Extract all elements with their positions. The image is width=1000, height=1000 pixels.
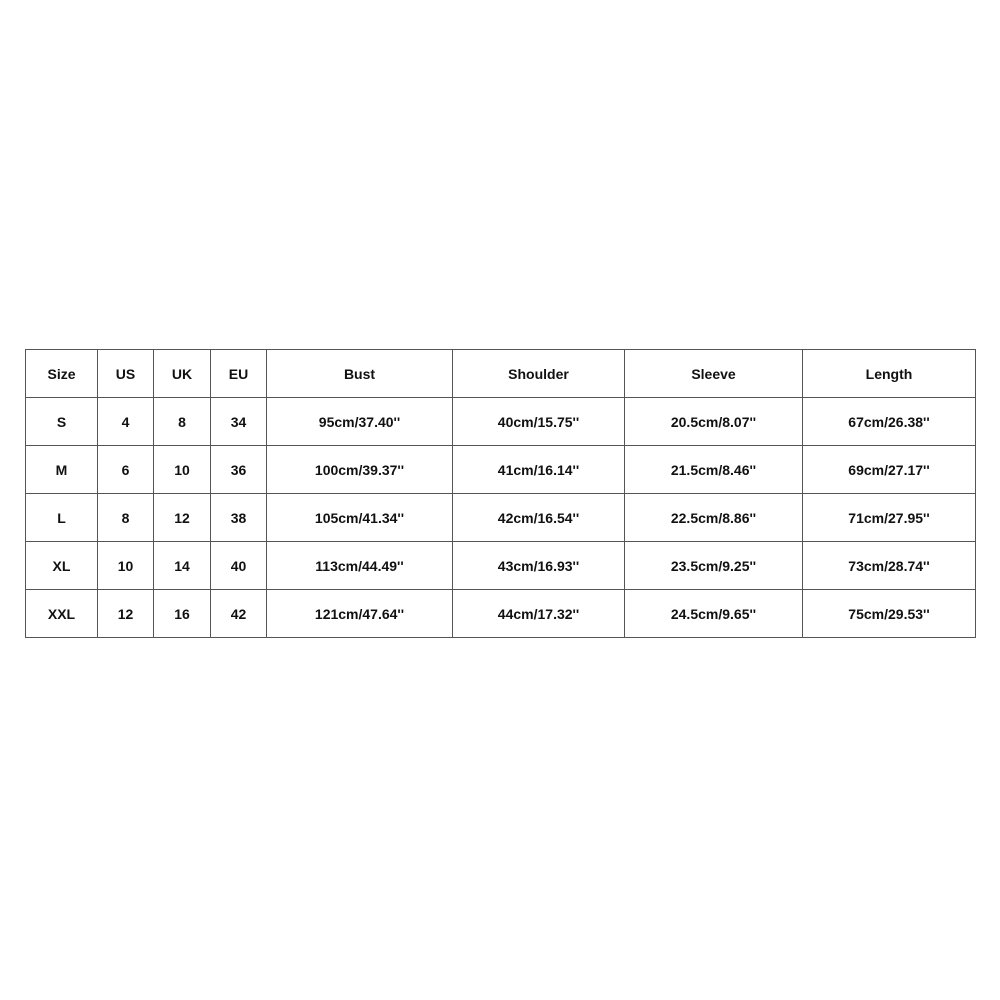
column-header-us: US (98, 350, 154, 398)
cell-sleeve: 24.5cm/9.65'' (625, 590, 803, 638)
cell-length: 75cm/29.53'' (803, 590, 976, 638)
column-header-size: Size (26, 350, 98, 398)
cell-shoulder: 44cm/17.32'' (453, 590, 625, 638)
cell-shoulder: 40cm/15.75'' (453, 398, 625, 446)
cell-uk: 16 (154, 590, 211, 638)
cell-bust: 95cm/37.40'' (267, 398, 453, 446)
table-row (26, 542, 976, 590)
cell-bust: 105cm/41.34'' (267, 494, 453, 542)
cell-bust: 113cm/44.49'' (267, 542, 453, 590)
cell-size: XL (26, 542, 98, 590)
table-row (26, 446, 976, 494)
cell-length: 67cm/26.38'' (803, 398, 976, 446)
cell-shoulder: 43cm/16.93'' (453, 542, 625, 590)
cell-eu: 38 (211, 494, 267, 542)
cell-size: M (26, 446, 98, 494)
table-header-row (26, 350, 976, 398)
cell-size: S (26, 398, 98, 446)
cell-uk: 14 (154, 542, 211, 590)
column-header-eu: EU (211, 350, 267, 398)
cell-size: XXL (26, 590, 98, 638)
table-row (26, 494, 976, 542)
size-chart-table (25, 349, 976, 638)
cell-us: 8 (98, 494, 154, 542)
cell-bust: 100cm/39.37'' (267, 446, 453, 494)
cell-size: L (26, 494, 98, 542)
cell-shoulder: 42cm/16.54'' (453, 494, 625, 542)
cell-sleeve: 21.5cm/8.46'' (625, 446, 803, 494)
cell-length: 69cm/27.17'' (803, 446, 976, 494)
cell-eu: 42 (211, 590, 267, 638)
cell-uk: 12 (154, 494, 211, 542)
column-header-sleeve: Sleeve (625, 350, 803, 398)
column-header-length: Length (803, 350, 976, 398)
cell-us: 12 (98, 590, 154, 638)
cell-length: 73cm/28.74'' (803, 542, 976, 590)
cell-eu: 40 (211, 542, 267, 590)
cell-shoulder: 41cm/16.14'' (453, 446, 625, 494)
cell-sleeve: 20.5cm/8.07'' (625, 398, 803, 446)
table-row (26, 398, 976, 446)
cell-us: 4 (98, 398, 154, 446)
cell-us: 10 (98, 542, 154, 590)
cell-eu: 34 (211, 398, 267, 446)
cell-uk: 8 (154, 398, 211, 446)
table-row (26, 590, 976, 638)
cell-eu: 36 (211, 446, 267, 494)
column-header-bust: Bust (267, 350, 453, 398)
cell-sleeve: 23.5cm/9.25'' (625, 542, 803, 590)
cell-length: 71cm/27.95'' (803, 494, 976, 542)
cell-sleeve: 22.5cm/8.86'' (625, 494, 803, 542)
cell-us: 6 (98, 446, 154, 494)
column-header-shoulder: Shoulder (453, 350, 625, 398)
cell-uk: 10 (154, 446, 211, 494)
column-header-uk: UK (154, 350, 211, 398)
cell-bust: 121cm/47.64'' (267, 590, 453, 638)
